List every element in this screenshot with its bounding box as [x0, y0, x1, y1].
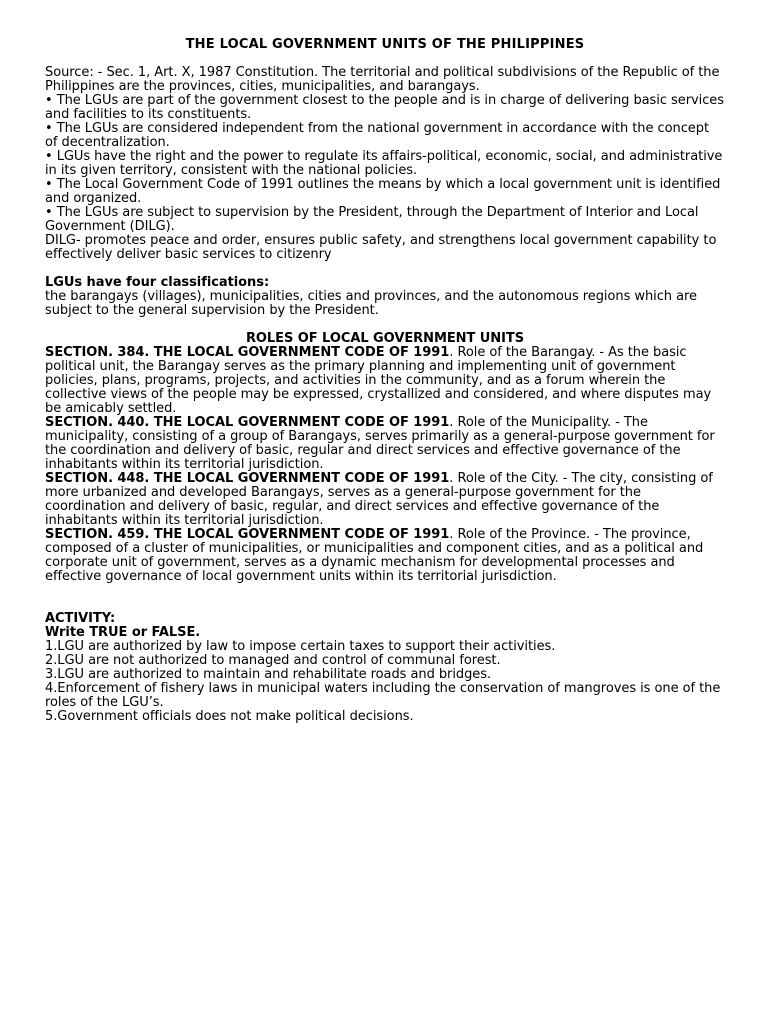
intro-paragraph: DILG- promotes peace and order, ensures public safety, and strengthens local government capability to effectively deliver basic services to citizenry [45, 233, 717, 262]
intro-paragraph: • The LGUs are considered independent from the national government in accordance with the concept of decentralization. [45, 121, 709, 150]
activity-item: 5.Government officials does not make political decisions. [45, 709, 414, 724]
classifications-heading: LGUs have four classifications: [45, 275, 270, 290]
role-section [45, 472, 725, 528]
activity-item: 3.LGU are authorized to maintain and rehabilitate roads and bridges. [45, 667, 492, 682]
intro-paragraph: Source: - Sec. 1, Art. X, 1987 Constitution. The territorial and political subdivisions of the Republic of the Philippines are the provinces, cities, municipalities, and barangays. [45, 65, 720, 94]
section-label: SECTION. 459. THE LOCAL GOVERNMENT CODE OF 1991 [45, 527, 450, 542]
activity-item: 2.LGU are not authorized to managed and control of communal forest. [45, 653, 501, 668]
intro-paragraph: • The LGUs are part of the government closest to the people and is in charge of delivering basic services and facilities to its constituents. [45, 93, 724, 122]
section-label: SECTION. 440. THE LOCAL GOVERNMENT CODE OF 1991 [45, 415, 450, 430]
activity-instruction: Write TRUE or FALSE. [45, 625, 201, 640]
section-text: . Role of the City. - The city, consisting of more urbanized and developed Barangays, serves as a general-purpose government for the coordination and delivery of basic, regular, and direct services and effective governance of the inhabitants within its territorial jurisdiction. [45, 471, 713, 528]
roles-section [45, 332, 725, 584]
classifications-section [45, 276, 725, 318]
roles-heading: ROLES OF LOCAL GOVERNMENT UNITS [245, 331, 525, 346]
intro-paragraph: • The LGUs are subject to supervision by the President, through the Department of Interior and Local Government (DILG). [45, 205, 699, 234]
document-page [45, 38, 725, 724]
activity-item: 4.Enforcement of fishery laws in municipal waters including the conservation of mangroves is one of the roles of the LGU’s. [45, 681, 721, 710]
role-section [45, 416, 725, 472]
activity-heading: ACTIVITY: [45, 611, 116, 626]
section-text: . Role of the Barangay. - As the basic political unit, the Barangay serves as the primary planning and implementing unit of government policies, plans, programs, projects, and activities in the community, and as a forum wherein the collective views of the people may be expressed, crystallized and considered, and where disputes may be amicably settled. [45, 345, 712, 416]
section-label: SECTION. 448. THE LOCAL GOVERNMENT CODE OF 1991 [45, 471, 450, 486]
section-text: . Role of the Municipality. - The municipality, consisting of a group of Barangays, serves primarily as a general-purpose government for the coordination and delivery of basic, regular and direct services and effective governance of the inhabitants within its territorial jurisdiction. [45, 415, 715, 472]
intro-paragraph: • The Local Government Code of 1991 outlines the means by which a local government unit is identified and organized. [45, 177, 721, 206]
spacer [45, 584, 725, 612]
intro-paragraph: • LGUs have the right and the power to regulate its affairs-political, economic, social, and administrative in its given territory, consistent with the national policies. [45, 149, 723, 178]
intro-section [45, 66, 725, 262]
section-label: SECTION. 384. THE LOCAL GOVERNMENT CODE OF 1991 [45, 345, 450, 360]
activity-section [45, 612, 725, 724]
role-section [45, 528, 725, 584]
spacer [45, 318, 725, 332]
document-title: THE LOCAL GOVERNMENT UNITS OF THE PHILIPPINES [185, 37, 585, 52]
section-text: . Role of the Province. - The province, composed of a cluster of municipalities, or municipalities and component cities, and as a political and corporate unit of government, serves as a dynamic mechanism for developmental processes and effective governance of local government units within its territorial jurisdiction. [45, 527, 704, 584]
activity-item: 1.LGU are authorized by law to impose certain taxes to support their activities. [45, 639, 556, 654]
classifications-text: the barangays (villages), municipalities, cities and provinces, and the autonomous regions which are subject to the general supervision by the President. [45, 289, 697, 318]
role-section [45, 346, 725, 416]
spacer [45, 262, 725, 276]
